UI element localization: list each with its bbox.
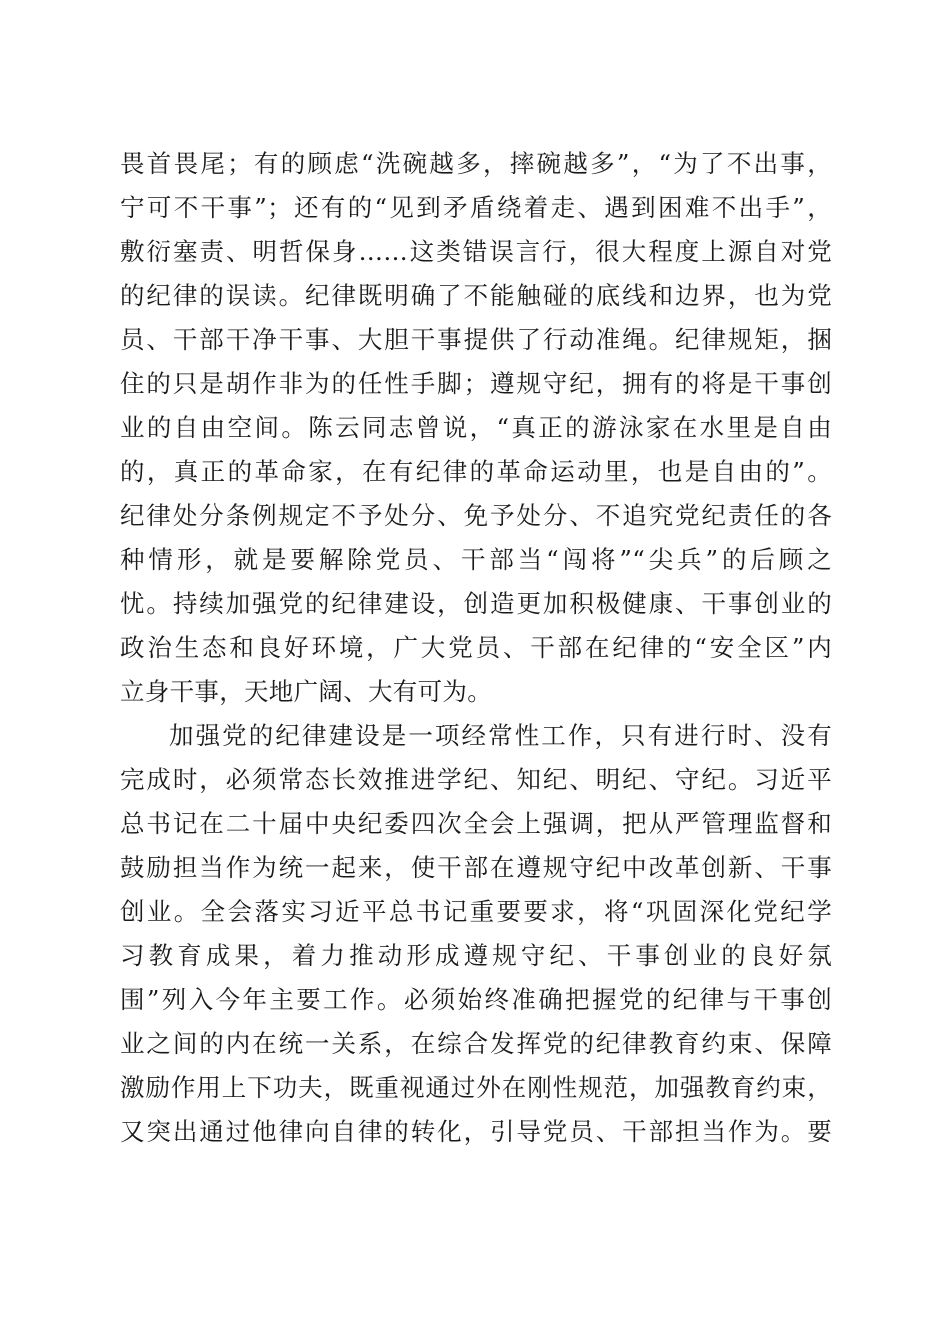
text-line: 纪律处分条例规定不予处分、免予处分、不追究党纪责任的各 — [120, 501, 832, 530]
text-line: 宁可不干事”；还有的“见到矛盾绕着走、遇到困难不出手”， — [120, 193, 832, 222]
text-line: 加强党的纪律建设是一项经常性工作，只有进行时、没有 — [169, 721, 832, 750]
text-line: 政治生态和良好环境，广大党员、干部在纪律的“安全区”内 — [120, 633, 832, 662]
paragraph-2 — [120, 714, 832, 1154]
text-line: 业之间的内在统一关系，在综合发挥党的纪律教育约束、保障 — [120, 1029, 832, 1058]
text-line: 敷衍塞责、明哲保身……这类错误言行，很大程度上源自对党 — [120, 237, 832, 266]
text-line: 围”列入今年主要工作。必须始终准确把握党的纪律与干事创 — [120, 985, 832, 1014]
text-line: 住的只是胡作非为的任性手脚；遵规守纪，拥有的将是干事创 — [120, 369, 832, 398]
text-line: 鼓励担当作为统一起来，使干部在遵规守纪中改革创新、干事 — [120, 853, 832, 882]
text-line: 习教育成果，着力推动形成遵规守纪、干事创业的良好氛 — [120, 941, 832, 970]
text-line: 员、干部干净干事、大胆干事提供了行动准绳。纪律规矩，捆 — [120, 325, 832, 354]
text-line: 完成时，必须常态长效推进学纪、知纪、明纪、守纪。习近平 — [120, 765, 832, 794]
text-line: 立身干事，天地广阔、大有可为。 — [120, 677, 492, 706]
text-line: 激励作用上下功夫，既重视通过外在刚性规范，加强教育约束， — [120, 1073, 832, 1102]
text-line: 畏首畏尾；有的顾虑“洗碗越多，摔碗越多”，“为了不出事， — [120, 149, 832, 178]
text-line: 的，真正的革命家，在有纪律的革命运动里，也是自由的”。 — [120, 457, 832, 486]
text-line: 又突出通过他律向自律的转化，引导党员、干部担当作为。要 — [120, 1117, 832, 1146]
paragraph-1 — [120, 142, 832, 714]
body-text — [120, 142, 832, 1154]
text-line: 的纪律的误读。纪律既明确了不能触碰的底线和边界，也为党 — [120, 281, 832, 310]
text-line: 创业。全会落实习近平总书记重要要求，将“巩固深化党纪学 — [120, 897, 832, 926]
text-line: 总书记在二十届中央纪委四次全会上强调，把从严管理监督和 — [120, 809, 832, 838]
text-line: 种情形，就是要解除党员、干部当“闯将”“尖兵”的后顾之 — [120, 545, 832, 574]
text-line: 忧。持续加强党的纪律建设，创造更加积极健康、干事创业的 — [120, 589, 832, 618]
text-line: 业的自由空间。陈云同志曾说，“真正的游泳家在水里是自由 — [120, 413, 832, 442]
